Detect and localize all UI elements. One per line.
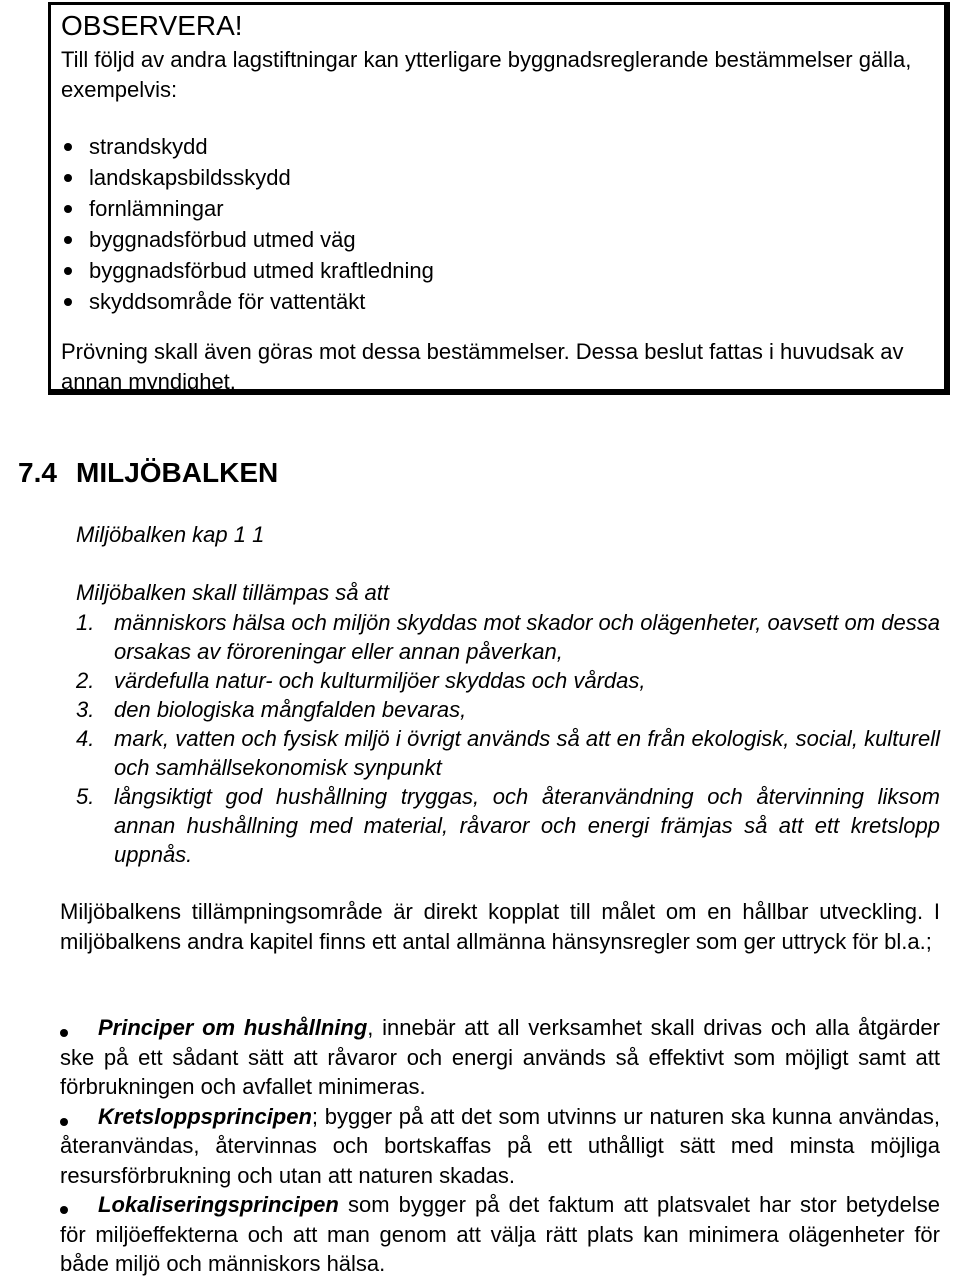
list-item: fornlämningar bbox=[61, 193, 434, 224]
list-item bbox=[76, 695, 940, 724]
list-item bbox=[76, 782, 940, 869]
notice-box bbox=[48, 2, 950, 395]
principle-term: Kretsloppsprincipen bbox=[98, 1103, 312, 1129]
list-item bbox=[76, 608, 940, 666]
list-item: byggnadsförbud utmed kraftledning bbox=[61, 255, 434, 286]
principle-text: , innebär att all verksamhet skall drivas och alla åtgärder ske på ett sådant sätt att råvaror och energi används så effektivt som möjligt samt att förbrukningen och avfallet minimeras. bbox=[60, 1015, 940, 1099]
principle-term: Lokaliseringsprincipen bbox=[98, 1192, 339, 1217]
section-title: MILJÖBALKEN bbox=[76, 457, 279, 488]
item-number: 2. bbox=[76, 668, 95, 693]
principle-text: som bygger på det faktum att platsvalet har stor betydelse för miljöeffekterna och att man genom att välja rätt plats kan minimera olägenheter för både miljö och människors hälsa. bbox=[60, 1192, 940, 1276]
list-item bbox=[60, 1013, 940, 1102]
law-reference: Miljöbalken kap 1 1 bbox=[76, 522, 265, 547]
item-number: 3. bbox=[76, 697, 95, 722]
notice-list bbox=[61, 131, 434, 317]
list-item bbox=[60, 1102, 940, 1191]
principle-text: ; bygger på att det som utvinns ur naturen ska kunna användas, återanvändas, återvinnas och bortskaffas på ett uthålligt sätt med minsta möjliga resursförbrukning och utan att naturen skadas. bbox=[60, 1103, 940, 1188]
principle-term: Principer om hushållning bbox=[98, 1015, 368, 1040]
item-text: värdefulla natur- och kulturmiljöer skyddas och vårdas, bbox=[114, 668, 646, 693]
body-paragraph: Miljöbalkens tillämpningsområde är direkt kopplat till målet om en hållbar utveckling. I miljöbalkens andra kapitel finns ett antal allmänna hänsynsregler som ger uttryck för bl.a.; bbox=[60, 899, 940, 954]
item-number: 4. bbox=[76, 726, 95, 751]
item-number: 5. bbox=[76, 784, 95, 809]
list-item: byggnadsförbud utmed väg bbox=[61, 224, 434, 255]
list-item bbox=[76, 724, 940, 782]
list-item: strandskydd bbox=[61, 131, 434, 162]
notice-intro: Till följd av andra lagstiftningar kan ytterligare byggnadsreglerande bestämmelser gälla, exempelvis: bbox=[61, 47, 912, 102]
section-number: 7.4 bbox=[18, 457, 57, 488]
item-text: långsiktigt god hushållning tryggas, och återanvändning och återvinning liksom annan hushållning med material, råvaror och energi främjas så att ett kretslopp uppnås. bbox=[114, 784, 940, 867]
item-text: den biologiska mångfalden bevaras, bbox=[114, 697, 467, 722]
notice-footer: Prövning skall även göras mot dessa bestämmelser. Dessa beslut fattas i huvudsak av annan myndighet. bbox=[61, 339, 904, 394]
item-text: mark, vatten och fysisk miljö i övrigt används så att en från ekologisk, social, kulturell och samhällsekonomisk synpunkt bbox=[114, 726, 940, 780]
law-list bbox=[76, 608, 940, 869]
law-intro: Miljöbalken skall tillämpas så att bbox=[76, 580, 390, 605]
notice-title: OBSERVERA! bbox=[61, 10, 243, 41]
list-item bbox=[60, 1190, 940, 1279]
principles-list bbox=[60, 1013, 940, 1279]
list-item: skyddsområde för vattentäkt bbox=[61, 286, 434, 317]
list-item: landskapsbildsskydd bbox=[61, 162, 434, 193]
list-item bbox=[76, 666, 940, 695]
section-heading bbox=[18, 455, 278, 491]
item-text: människors hälsa och miljön skyddas mot skador och olägenheter, oavsett om dessa orsakas av föroreningar eller annan påverkan, bbox=[114, 610, 940, 664]
item-number: 1. bbox=[76, 610, 95, 635]
